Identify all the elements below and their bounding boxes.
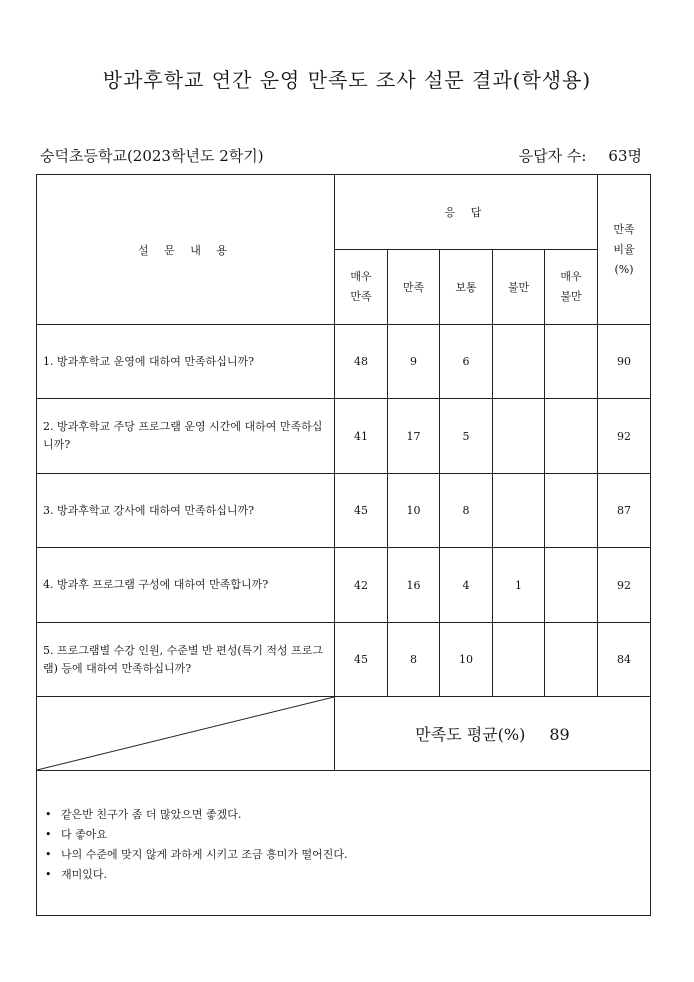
respondent-count [519,145,642,166]
cell-dissatisfied: 1 [493,548,545,623]
cell-ratio: 90 [598,325,651,399]
respondent-count-label: 응답자 수: [518,147,587,165]
cell-very-satisfied: 45 [335,474,388,548]
header-ratio [598,175,651,325]
respondent-count-value: 63명 [608,147,642,165]
header-option-very-satisfied [335,250,388,325]
cell-ratio: 92 [598,548,651,623]
cell-satisfied: 10 [388,474,440,548]
cell-normal: 10 [440,623,493,697]
cell-very-dissatisfied [545,474,598,548]
comment-item: • 재미있다. [45,865,642,885]
cell-very-satisfied: 45 [335,623,388,697]
option-line: 매우 [560,270,582,283]
cell-normal: 6 [440,325,493,399]
header-option-normal: 보통 [440,250,493,325]
header-response: 응 답 [335,175,598,250]
diagonal-line [37,697,334,770]
cell-satisfied: 16 [388,548,440,623]
cell-ratio: 87 [598,474,651,548]
cell-very-dissatisfied [545,548,598,623]
table-row [37,399,651,474]
table-row [37,548,651,623]
cell-very-satisfied: 41 [335,399,388,474]
cell-very-satisfied: 48 [335,325,388,399]
document-title: 방과후학교 연간 운영 만족도 조사 설문 결과(학생용) [102,68,592,92]
table-row [37,325,651,399]
header-question: 설 문 내 용 [37,175,335,325]
average-value: 89 [549,725,570,744]
option-line: 불만 [560,290,582,303]
average-row [37,697,651,771]
question-text: 4. 방과후 프로그램 구성에 대하여 만족합니까? [37,548,335,623]
question-text: 3. 방과후학교 강사에 대하여 만족하십니까? [37,474,335,548]
cell-satisfied: 17 [388,399,440,474]
question-text: 1. 방과후학교 운영에 대하여 만족하십니까? [37,325,335,399]
cell-dissatisfied [493,399,545,474]
cell-ratio: 84 [598,623,651,697]
cell-very-satisfied: 42 [335,548,388,623]
comment-item: • 같은반 친구가 좀 더 많았으면 좋겠다. [45,805,642,825]
question-text: 2. 방과후학교 주당 프로그램 운영 시간에 대하여 만족하십니까? [37,399,335,474]
survey-results-table [36,174,651,916]
cell-dissatisfied [493,325,545,399]
cell-satisfied: 9 [388,325,440,399]
option-line: 매우 [350,270,372,283]
cell-normal: 8 [440,474,493,548]
question-text: 5. 프로그램별 수강 인원, 수준별 반 편성(특기 적성 프로그램) 등에 대하여 만족하십니까? [37,623,335,697]
header-option-dissatisfied: 불만 [493,250,545,325]
cell-dissatisfied [493,623,545,697]
header-ratio-line1: 만족 [613,222,635,236]
table-row [37,623,651,697]
header-ratio-line3: (%) [614,262,634,276]
cell-very-dissatisfied [545,325,598,399]
average-cell [335,697,651,771]
header-ratio-line2: 비율 [613,242,635,256]
cell-ratio: 92 [598,399,651,474]
cell-normal: 4 [440,548,493,623]
comments-row [37,771,651,916]
cell-normal: 5 [440,399,493,474]
comment-item: • 다 좋아요 [45,825,642,845]
diagonal-blank-cell [37,697,335,771]
option-line: 만족 [350,290,372,303]
comments-cell [37,771,651,916]
comment-item: • 나의 수준에 맞지 않게 과하게 시키고 조금 흥미가 떨어진다. [45,845,642,865]
header-option-satisfied: 만족 [388,250,440,325]
cell-dissatisfied [493,474,545,548]
school-info: 숭덕초등학교(2023학년도 2학기) [40,147,264,165]
cell-very-dissatisfied [545,623,598,697]
cell-satisfied: 8 [388,623,440,697]
table-row [37,474,651,548]
average-label: 만족도 평균(%) [415,725,526,744]
cell-very-dissatisfied [545,399,598,474]
header-option-very-dissatisfied [545,250,598,325]
